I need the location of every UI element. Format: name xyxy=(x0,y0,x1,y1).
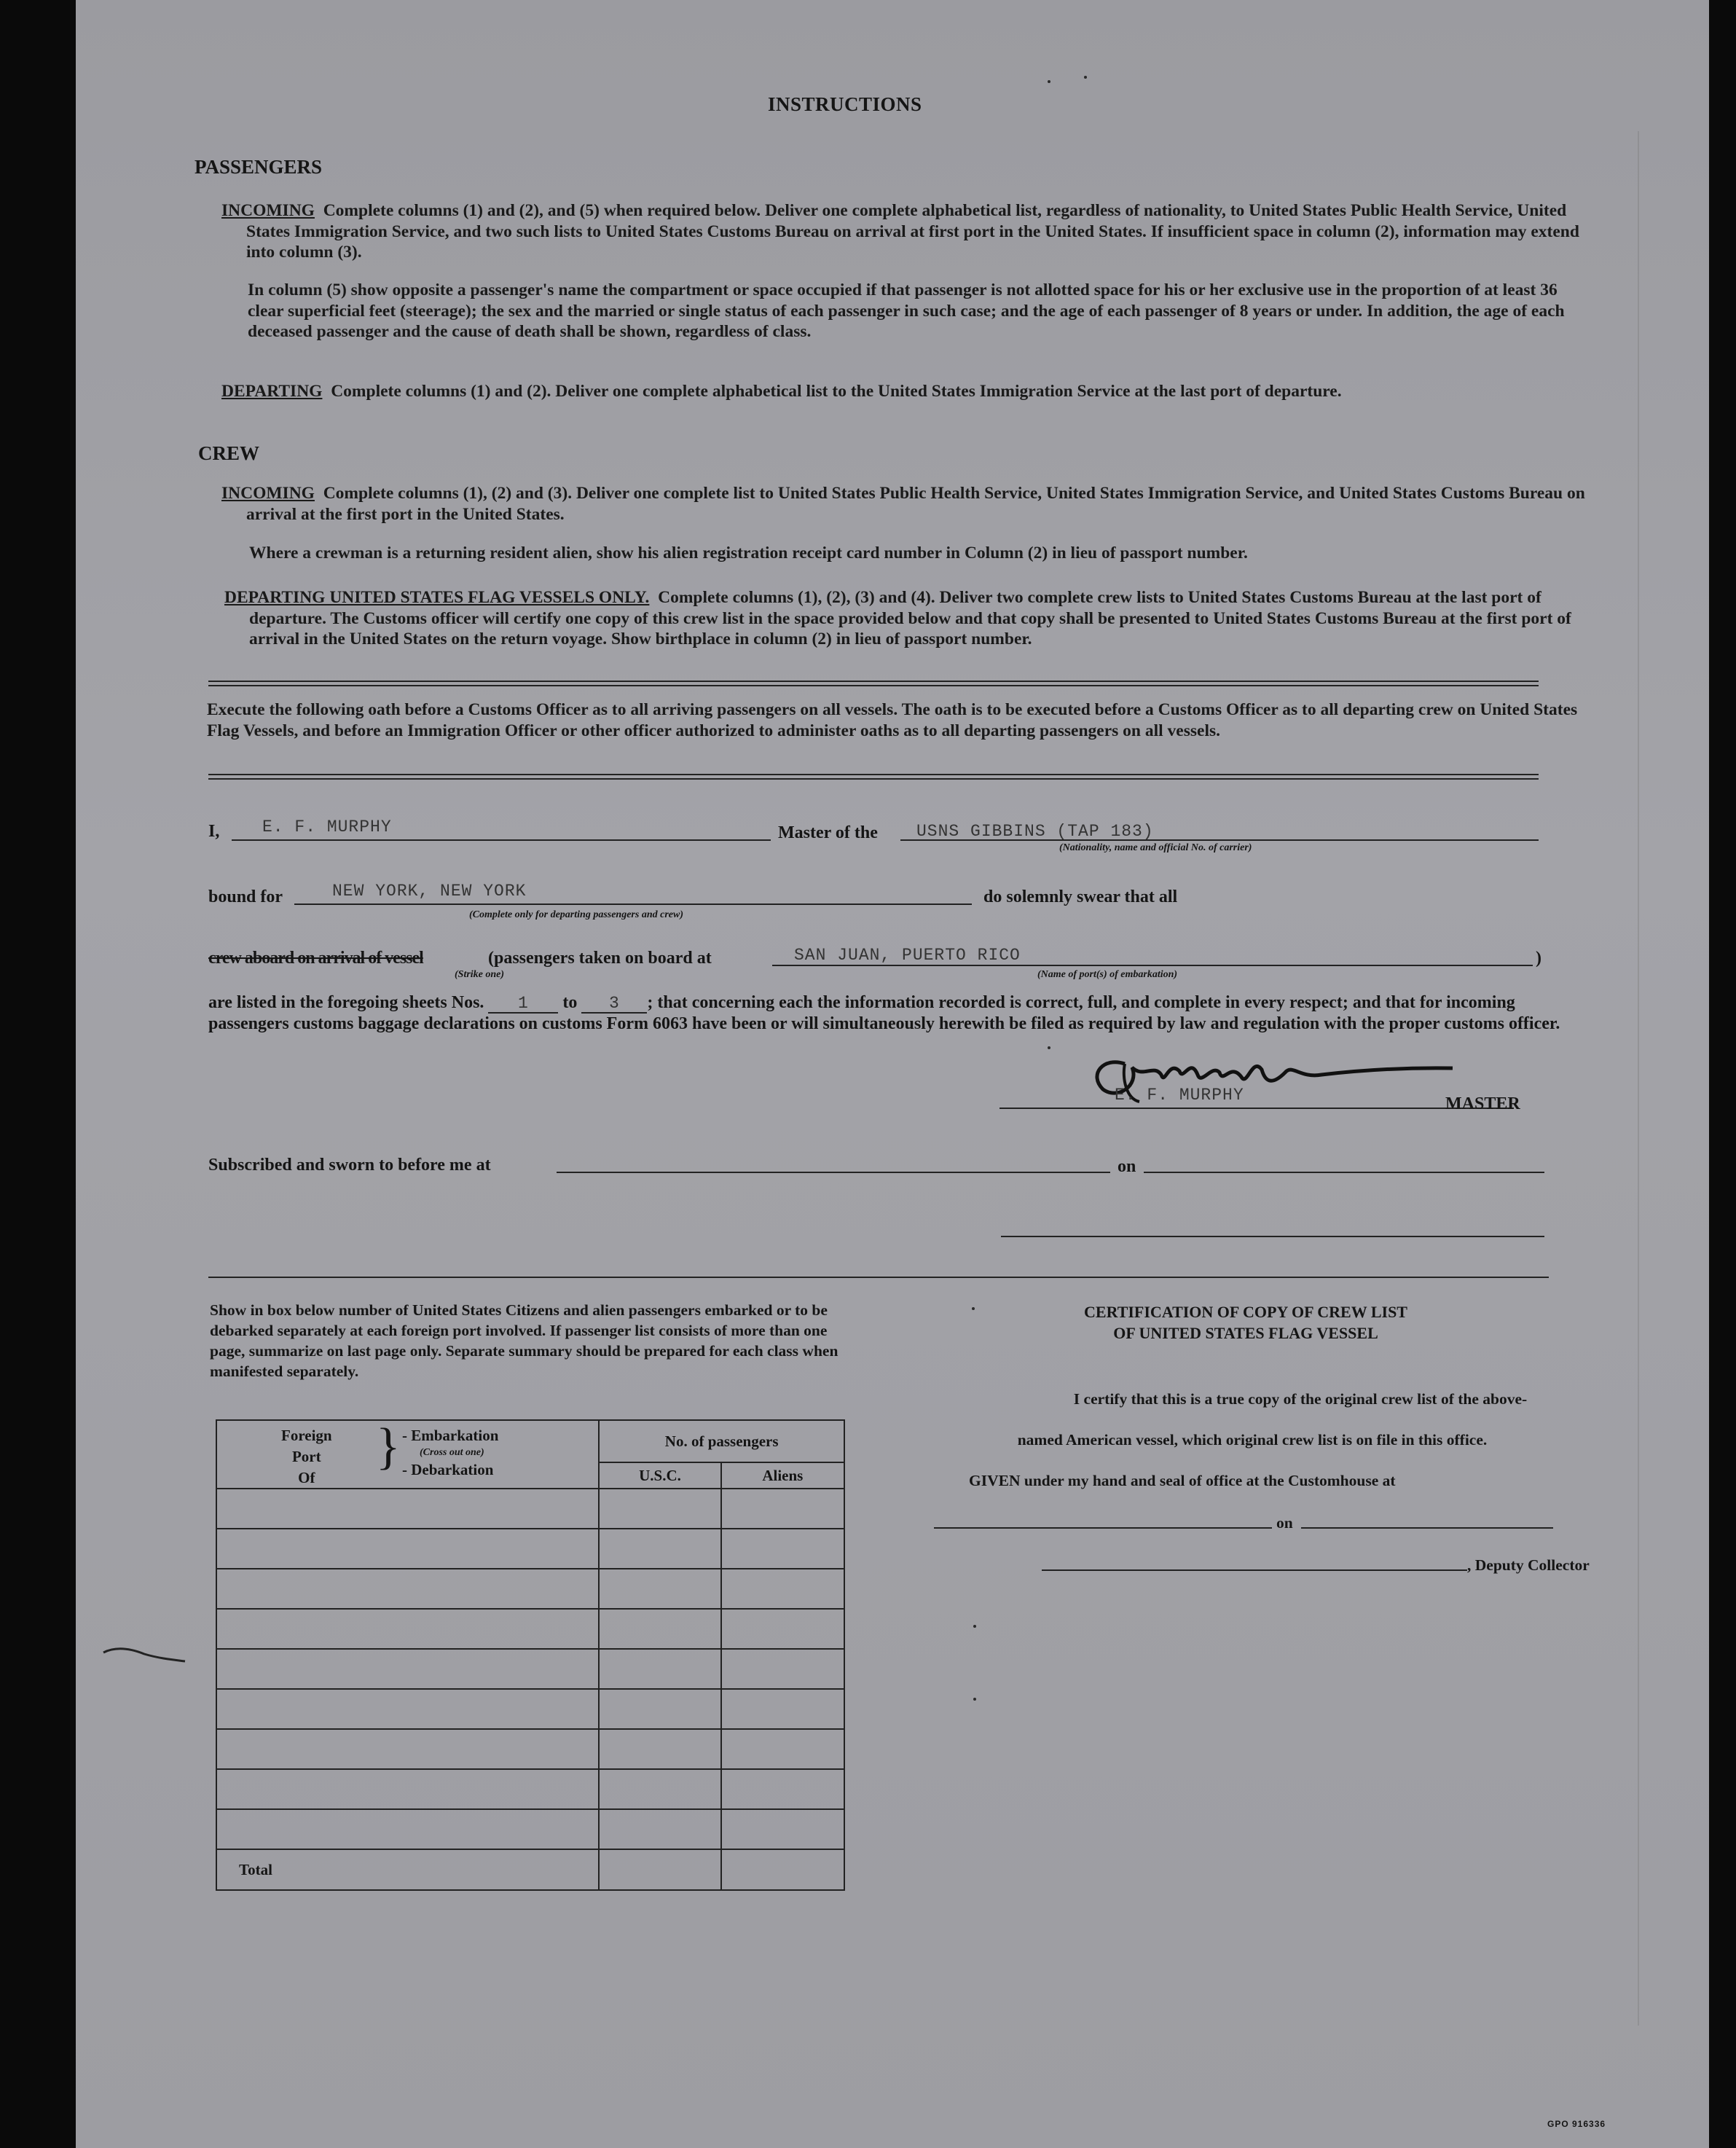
vessel-caption: (Nationality, name and official No. of carrier) xyxy=(1059,842,1252,853)
strike-caption: (Strike one) xyxy=(455,969,505,980)
customhouse-line xyxy=(934,1527,1272,1529)
oath-instructions: Execute the following oath before a Customs Officer as to all arriving passengers on all vessels. The oath is to be executed before a Customs Officer as to all departing crew on United States Flag Vessels, and before an Immigration Officer or other officer authorized to administer oaths as to all departing passengers on all vessels. xyxy=(207,700,1578,740)
speck xyxy=(972,1307,975,1310)
port-header-line-1: Foreign xyxy=(281,1427,332,1444)
usc-cell[interactable] xyxy=(599,1529,720,1569)
master-name-value: E. F. MURPHY xyxy=(262,818,392,836)
usc-cell[interactable] xyxy=(599,1569,720,1609)
officer-signature-line xyxy=(1001,1236,1544,1237)
total-label: Total xyxy=(216,1849,599,1890)
certification-date-line xyxy=(1301,1527,1553,1529)
certification-line-1: I certify that this is a true copy of the original crew list of the above- xyxy=(1073,1390,1528,1408)
certification-line-2: named American vessel, which original crew list is on file in this office. xyxy=(1017,1431,1488,1449)
to-label: to xyxy=(562,993,578,1012)
speck xyxy=(973,1698,976,1701)
port-header-cell xyxy=(216,1420,599,1489)
crew-heading: CREW xyxy=(198,442,260,464)
close-paren: ) xyxy=(1536,949,1541,968)
certification-line-3: GIVEN under my hand and seal of office at the Customhouse at xyxy=(969,1472,1396,1489)
usc-cell[interactable] xyxy=(599,1769,720,1809)
brace-symbol: } xyxy=(376,1419,401,1475)
port-cell[interactable] xyxy=(216,1529,599,1569)
port-cell[interactable] xyxy=(216,1689,599,1729)
document-page xyxy=(76,0,1709,2148)
speck xyxy=(1048,80,1050,83)
destination-caption: (Complete only for departing passengers and crew) xyxy=(469,909,683,920)
port-cell[interactable] xyxy=(216,1569,599,1609)
certification-title xyxy=(969,1301,1523,1344)
gpo-code: GPO 916336 xyxy=(1547,2119,1606,2129)
subscribed-label: Subscribed and sworn to before me at xyxy=(208,1156,491,1175)
passengers-incoming-paragraph xyxy=(221,200,1604,263)
crew-struck-text xyxy=(208,949,485,968)
crew-incoming-lead: INCOMING xyxy=(221,484,315,503)
deputy-line xyxy=(1042,1569,1467,1571)
port-value: SAN JUAN, PUERTO RICO xyxy=(794,946,1021,965)
aliens-header: Aliens xyxy=(721,1462,844,1489)
double-rule-2 xyxy=(208,774,1539,780)
margin-line xyxy=(1638,131,1639,2026)
crew-departing-lead: DEPARTING UNITED STATES FLAG VESSELS ONLY. xyxy=(224,588,650,607)
port-header-line-3: Of xyxy=(298,1469,315,1486)
passengers-incoming-text: Complete columns (1) and (2), and (5) when required below. Deliver one complete alphabetical list, regardless of nationality, to United States Public Health Service, United States Immigration Service, and two such lists to United States Customs Bureau on arrival at first port in the United States. If insufficient space in column (2), information may extend into column (3). xyxy=(246,201,1579,262)
port-header-line-2: Port xyxy=(291,1448,321,1465)
passengers-departing-text: Complete columns (1) and (2). Deliver one complete alphabetical list to the United States Immigration Service at the last port of departure. xyxy=(331,382,1342,401)
usc-cell[interactable] xyxy=(599,1609,720,1649)
aliens-cell[interactable] xyxy=(721,1609,844,1649)
crew-resident-paragraph: Where a crewman is a returning resident alien, show his alien registration receipt card number in Column (2) in lieu of passport number. xyxy=(249,544,1248,563)
usc-header: U.S.C. xyxy=(599,1462,720,1489)
aliens-cell[interactable] xyxy=(721,1529,844,1569)
master-of-label: Master of the xyxy=(778,823,878,842)
speck xyxy=(1048,1046,1050,1049)
passengers-departing-lead: DEPARTING xyxy=(221,382,323,401)
certification-on-label: on xyxy=(1276,1514,1293,1532)
aliens-cell[interactable] xyxy=(721,1689,844,1729)
subscribed-place-line xyxy=(557,1172,1110,1173)
passengers-heading: PASSENGERS xyxy=(195,156,323,178)
certification-title-1: CERTIFICATION OF COPY OF CREW LIST xyxy=(1084,1303,1407,1321)
passengers-taken-label: (passengers taken on board at xyxy=(488,949,712,968)
aliens-cell[interactable] xyxy=(721,1489,844,1529)
instructions-title: INSTRUCTIONS xyxy=(768,93,922,115)
aliens-cell[interactable] xyxy=(721,1649,844,1689)
port-cell[interactable] xyxy=(216,1729,599,1769)
port-cell[interactable] xyxy=(216,1809,599,1849)
speck xyxy=(1084,76,1087,79)
crew-incoming-text: Complete columns (1), (2) and (3). Deliver one complete list to United States Public Health Service, United States Immigration Service, and United States Customs Bureau on arrival at the first port in the United States. xyxy=(246,484,1585,524)
master-label: MASTER xyxy=(1445,1094,1520,1113)
passengers-departing-paragraph xyxy=(221,381,1604,402)
vessel-value: USNS GIBBINS (TAP 183) xyxy=(916,822,1154,841)
debarkation-label: - Debarkation xyxy=(402,1461,494,1478)
sheets-statement xyxy=(208,992,1590,1035)
port-cell[interactable] xyxy=(216,1649,599,1689)
signature-line xyxy=(999,1108,1514,1109)
port-line xyxy=(772,965,1533,966)
port-cell[interactable] xyxy=(216,1769,599,1809)
port-cell[interactable] xyxy=(216,1609,599,1649)
sheets-label: are listed in the foregoing sheets Nos. xyxy=(208,993,484,1012)
subscribed-on-label: on xyxy=(1118,1157,1136,1176)
signature-typed-name: E. F. MURPHY xyxy=(1115,1086,1244,1105)
usc-cell[interactable] xyxy=(599,1809,720,1849)
certification-title-2: OF UNITED STATES FLAG VESSEL xyxy=(1113,1324,1378,1342)
aliens-cell[interactable] xyxy=(721,1569,844,1609)
subscribed-date-line xyxy=(1144,1172,1544,1173)
passengers-incoming-lead: INCOMING xyxy=(221,201,315,220)
double-rule-1 xyxy=(208,681,1539,686)
port-caption: (Name of port(s) of embarkation) xyxy=(1037,969,1178,980)
swear-label: do solemnly swear that all xyxy=(983,887,1178,906)
cross-out-caption: (Cross out one) xyxy=(420,1447,484,1458)
total-aliens-cell[interactable] xyxy=(721,1849,844,1890)
oath-i-label: I, xyxy=(208,822,220,841)
passengers-column5-paragraph: In column (5) show opposite a passenger's name the compartment or space occupied if that passenger is not allotted space for his or her exclusive use in the proportion of at least 36 clear superficial feet (steerage); the sex and the married or single status of each passenger in such case; and the age of each passenger of 8 years or under. In addition, the age of each deceased passenger and the cause of death shall be shown, regardless of class. xyxy=(248,281,1565,341)
section-divider xyxy=(208,1277,1549,1278)
total-usc-cell[interactable] xyxy=(599,1849,720,1890)
usc-cell[interactable] xyxy=(599,1729,720,1769)
embarkation-label: - Embarkation xyxy=(402,1427,499,1444)
aliens-cell[interactable] xyxy=(721,1769,844,1809)
crew-struck-value: crew aboard on arrival of vessel xyxy=(208,949,423,968)
crew-departing-paragraph xyxy=(224,587,1604,650)
master-name-line xyxy=(232,839,771,841)
speck xyxy=(973,1625,976,1628)
sheet-from-value: 1 xyxy=(518,994,529,1013)
aliens-cell[interactable] xyxy=(721,1809,844,1849)
margin-mark xyxy=(101,1639,188,1669)
usc-cell[interactable] xyxy=(599,1649,720,1689)
destination-value: NEW YORK, NEW YORK xyxy=(332,882,527,901)
crew-departing-text: Complete columns (1), (2), (3) and (4). Deliver two complete crew lists to United States Customs Bureau at the last port of departure. The Customs officer will certify one copy of this crew list in the space provided below and that copy shall be presented to United States Customs Bureau at the first port of arrival in the United States on the return voyage. Show birthplace in column (2) in lieu of passport number. xyxy=(249,588,1571,648)
summary-instructions: Show in box below number of United States Citizens and alien passengers embarked or to be debarked separately at each foreign port involved. If passenger list consists of more than one page, summarize on last page only. Separate summary should be prepared for each class when manifested separately. xyxy=(210,1301,838,1380)
port-cell[interactable] xyxy=(216,1489,599,1529)
aliens-cell[interactable] xyxy=(721,1729,844,1769)
deputy-collector-label: , Deputy Collector xyxy=(1467,1556,1590,1574)
usc-cell[interactable] xyxy=(599,1489,720,1529)
statement-rest: ; that concerning each the information recorded is correct, full, and complete in every respect; and that for incoming passengers customs baggage declarations on customs Form 6063 have been or will simultaneously herewith be filed as required by law and regulation with the proper customs officer. xyxy=(208,993,1560,1033)
no-passengers-header: No. of passengers xyxy=(599,1420,844,1462)
bound-for-label: bound for xyxy=(208,887,283,906)
destination-line xyxy=(294,904,972,905)
usc-cell[interactable] xyxy=(599,1689,720,1729)
passenger-summary-table xyxy=(216,1419,845,1891)
crew-incoming-paragraph xyxy=(221,483,1604,525)
sheet-to-value: 3 xyxy=(609,994,620,1013)
